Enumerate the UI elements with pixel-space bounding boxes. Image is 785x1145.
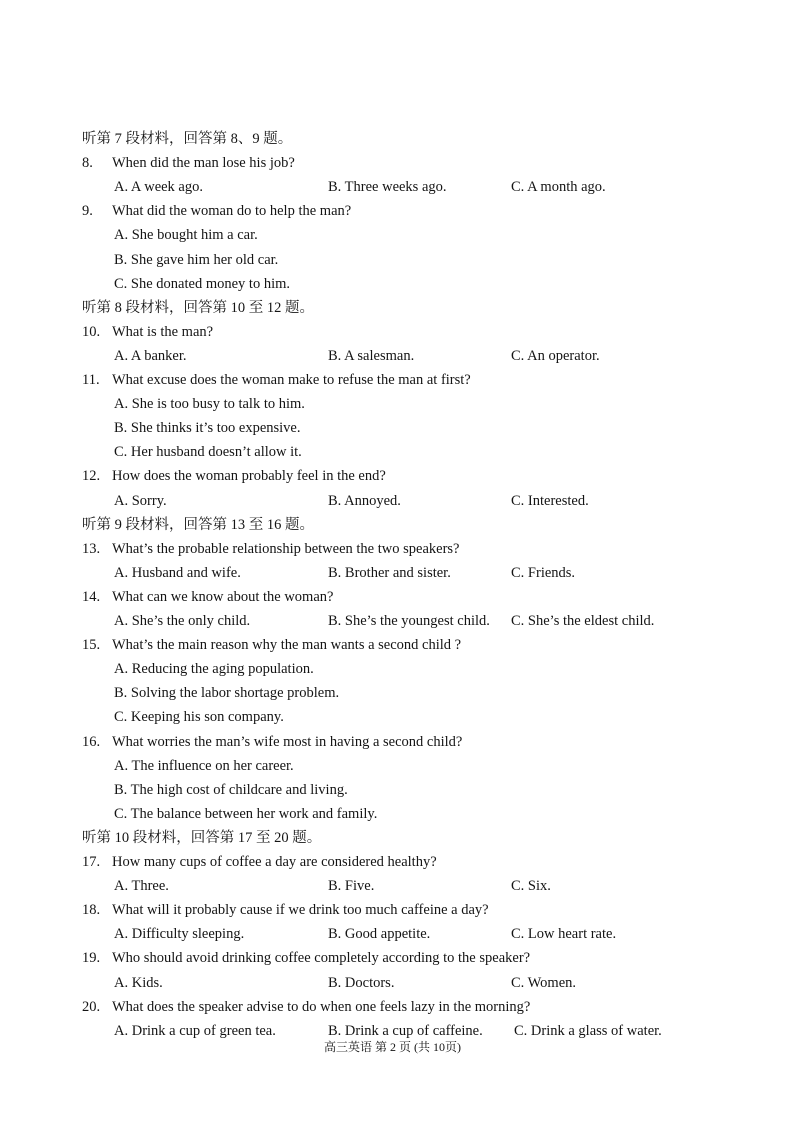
answer-option: B. She gave him her old car. (114, 251, 279, 268)
answer-option: A. Three. (114, 878, 169, 895)
answer-option: A. A banker. (114, 347, 187, 364)
answer-option: A. Husband and wife. (114, 564, 241, 581)
answer-option: C. Drink a glass of water. (514, 1022, 662, 1039)
answer-option: A. Drink a cup of green tea. (114, 1022, 276, 1039)
answer-option: C. Keeping his son company. (114, 709, 284, 726)
answer-option: A. Difficulty sleeping. (114, 926, 245, 943)
question-text: How does the woman probably feel in the end? (112, 468, 386, 485)
question-text: What is the man? (112, 323, 214, 340)
answer-option: C. She donated money to him. (114, 275, 290, 292)
question-number: 19. (82, 950, 101, 967)
answer-option: C. Six. (511, 878, 551, 895)
answer-option: B. She thinks it’s too expensive. (114, 420, 301, 437)
answer-option: A. Sorry. (114, 492, 167, 509)
answer-option: B. Three weeks ago. (328, 179, 447, 196)
answer-option: B. Brother and sister. (328, 564, 451, 581)
question-text: When did the man lose his job? (112, 155, 295, 172)
question-text: What excuse does the woman make to refuse the man at first? (112, 372, 471, 388)
answer-option: B. Five. (328, 878, 375, 895)
question-text: What did the woman do to help the man? (112, 203, 352, 220)
answer-option: B. Solving the labor shortage problem. (114, 685, 340, 702)
section-heading: 听第 10 段材料，回答第 17 至 20 题。 (82, 829, 322, 846)
answer-option: C. Low heart rate. (511, 926, 617, 943)
question-text: What can we know about the woman? (112, 588, 334, 605)
question-number: 18. (82, 902, 101, 919)
question-text: Who should avoid drinking coffee completely according to the speaker? (112, 950, 531, 967)
answer-option: A. A week ago. (114, 179, 203, 196)
question-number: 12. (82, 468, 101, 485)
question-text: What worries the man’s wife most in having a second child? (112, 733, 463, 750)
answer-option: C. Her husband doesn’t allow it. (114, 444, 302, 461)
answer-option: A. Kids. (114, 974, 163, 991)
answer-option: C. Interested. (511, 492, 589, 509)
answer-option: A. She’s the only child. (114, 613, 251, 629)
question-text: How many cups of coffee a day are considered healthy? (112, 854, 437, 870)
answer-option: B. She’s the youngest child. (328, 613, 490, 629)
section-heading: 听第 8 段材料，回答第 10 至 12 题。 (82, 299, 314, 316)
answer-option: A. She is too busy to talk to him. (114, 396, 305, 413)
question-text: What’s the probable relationship between the two speakers? (112, 540, 460, 557)
question-number: 20. (82, 998, 101, 1015)
answer-option: A. Reducing the aging population. (114, 661, 314, 678)
question-number: 17. (82, 854, 101, 870)
answer-option: A. The influence on her career. (114, 757, 294, 774)
section-heading: 听第 7 段材料，回答第 8、9 题。 (82, 131, 293, 147)
answer-option: C. She’s the eldest child. (511, 613, 655, 629)
answer-option: C. An operator. (511, 347, 600, 364)
page-footer: 高三英语 第 2 页 (共 10页) (324, 1040, 461, 1054)
answer-option: C. A month ago. (511, 179, 606, 196)
question-number: 14. (82, 588, 101, 605)
question-number: 9. (82, 203, 93, 220)
question-number: 11. (82, 372, 100, 388)
answer-option: C. The balance between her work and family. (114, 805, 378, 822)
answer-option: B. A salesman. (328, 347, 415, 364)
question-number: 10. (82, 323, 101, 340)
question-text: What does the speaker advise to do when one feels lazy in the morning? (112, 998, 531, 1015)
answer-option: B. Good appetite. (328, 926, 431, 943)
answer-option: B. Annoyed. (328, 492, 401, 509)
answer-option: B. Doctors. (328, 974, 395, 991)
question-text: What will it probably cause if we drink too much caffeine a day? (112, 902, 489, 919)
answer-option: C. Friends. (511, 564, 576, 581)
question-number: 13. (82, 540, 101, 557)
question-number: 8. (82, 155, 93, 172)
question-text: What’s the main reason why the man wants a second child ? (112, 637, 462, 654)
answer-option: C. Women. (511, 974, 577, 991)
answer-option: B. Drink a cup of caffeine. (328, 1022, 483, 1039)
answer-option: B. The high cost of childcare and living. (114, 781, 348, 798)
section-heading: 听第 9 段材料，回答第 13 至 16 题。 (82, 516, 314, 533)
answer-option: A. She bought him a car. (114, 227, 258, 244)
question-number: 16. (82, 733, 101, 750)
question-number: 15. (82, 637, 101, 654)
